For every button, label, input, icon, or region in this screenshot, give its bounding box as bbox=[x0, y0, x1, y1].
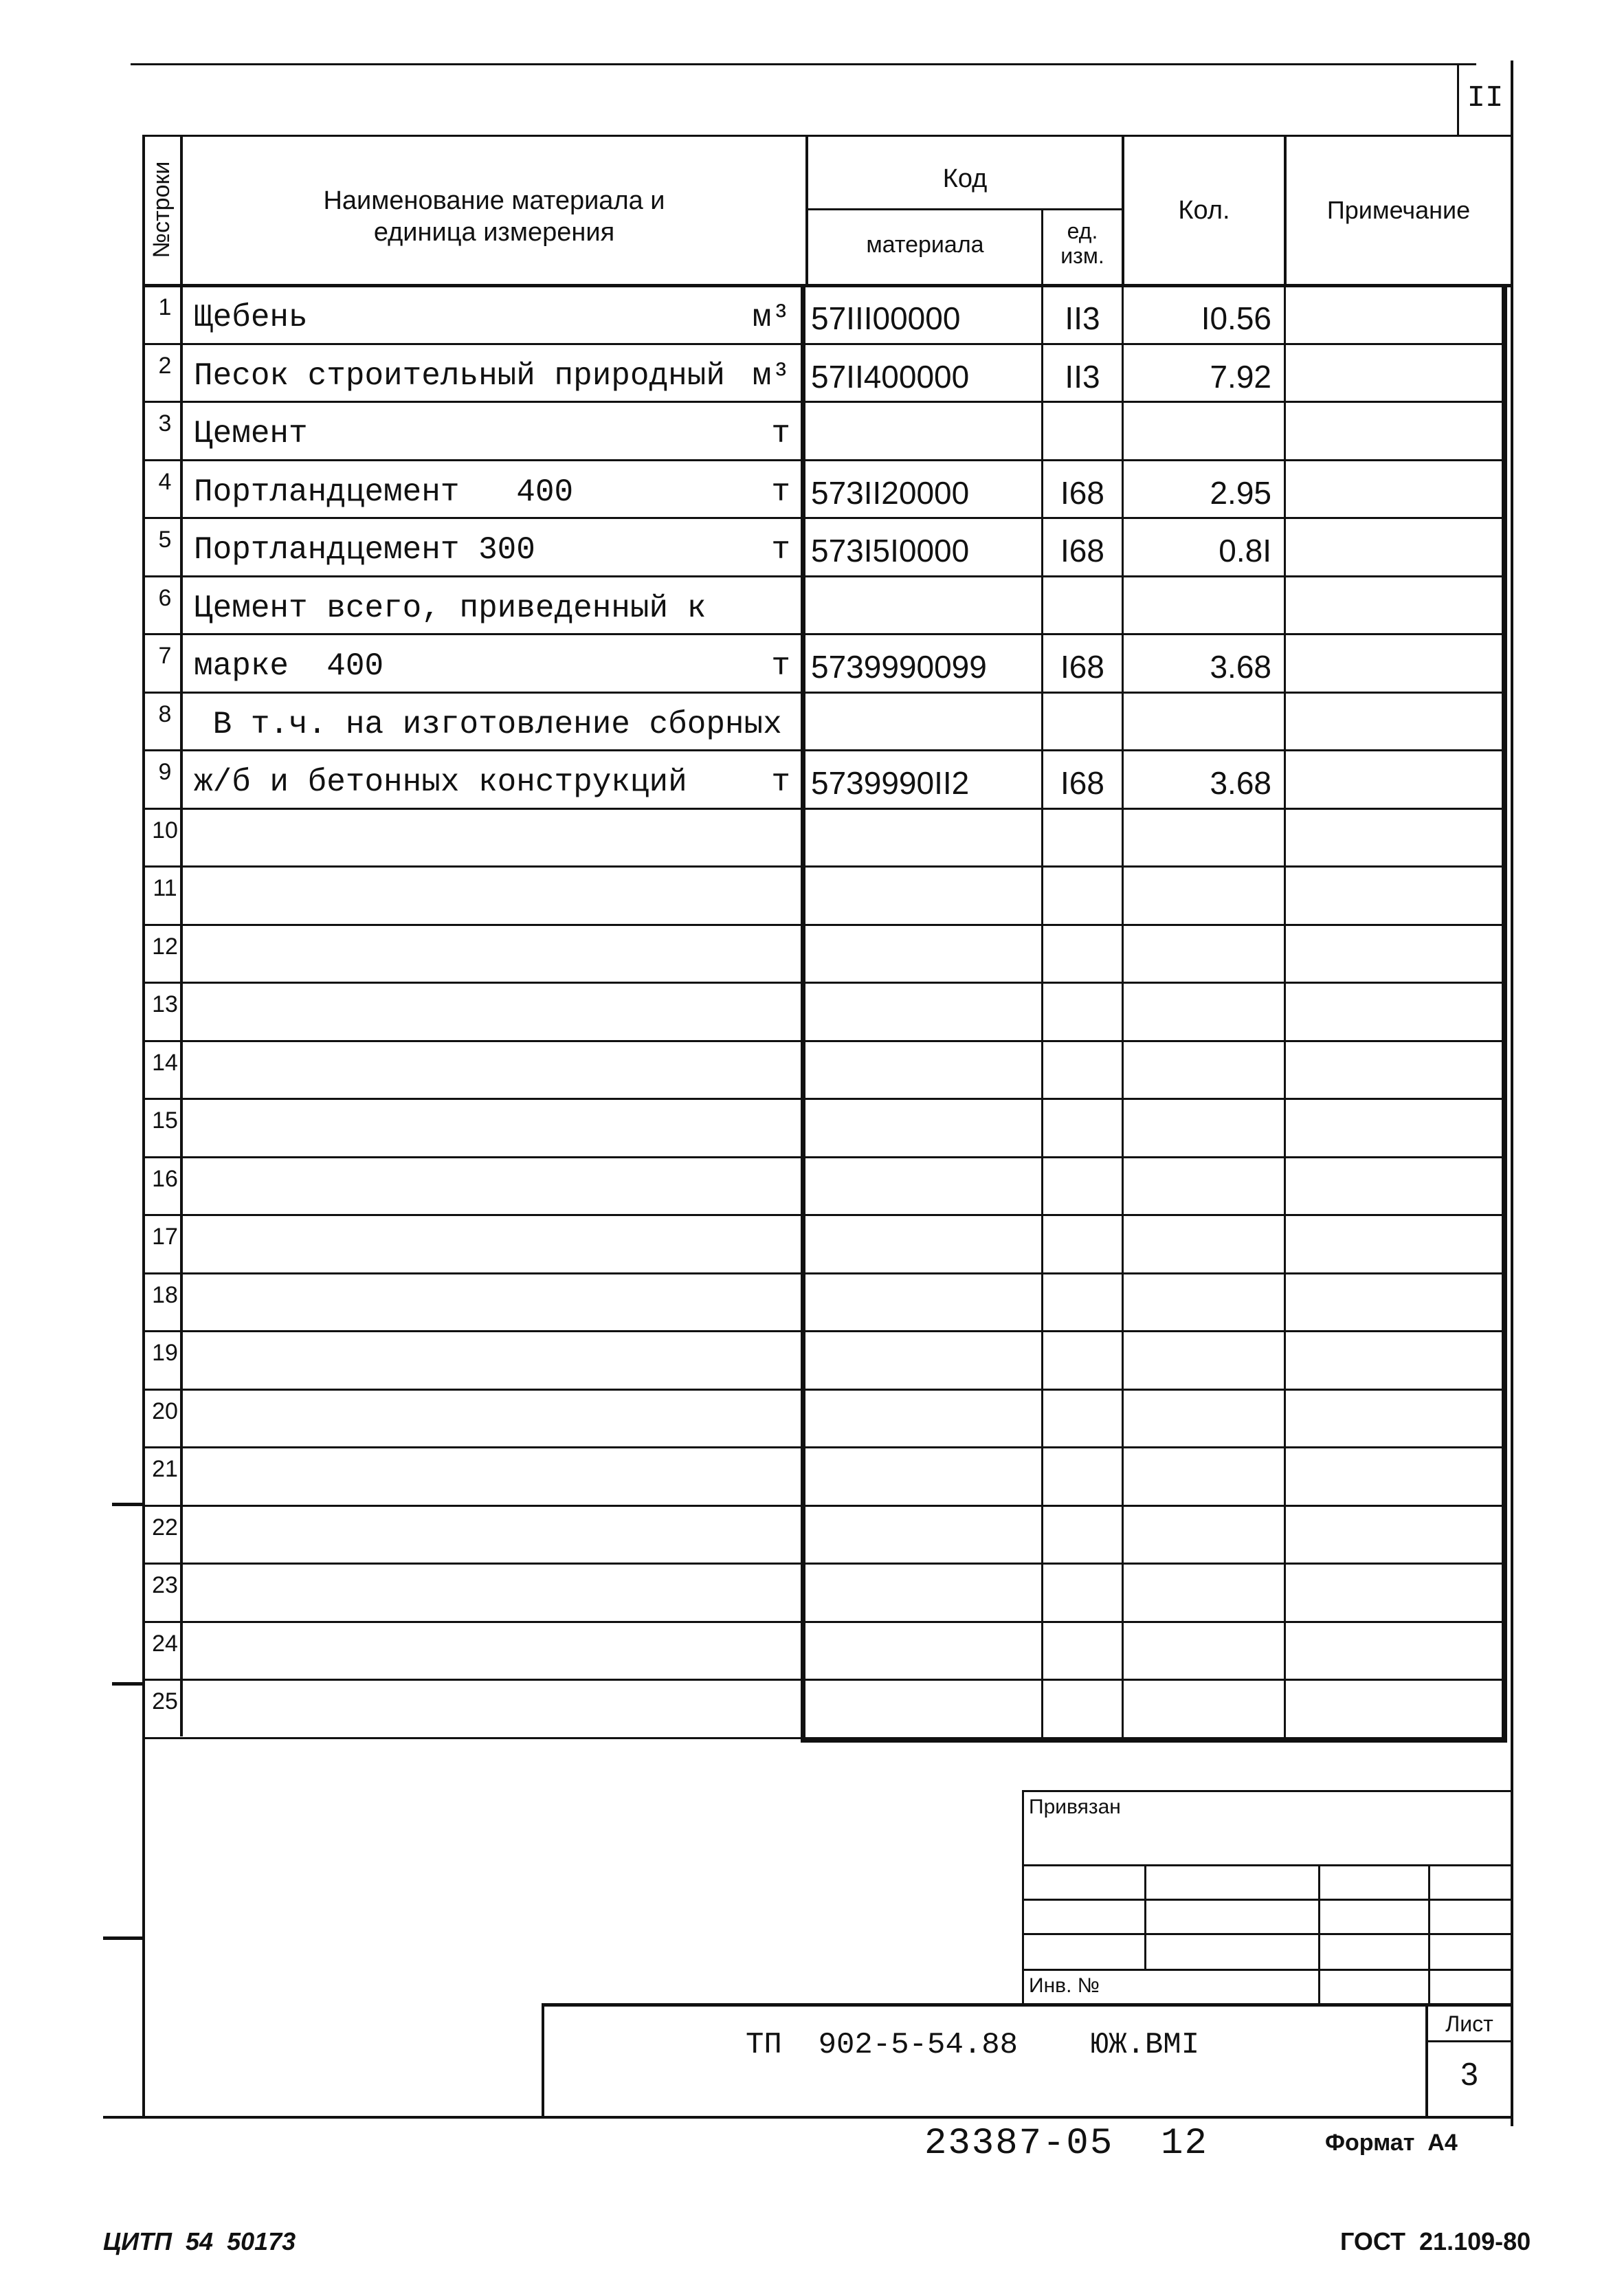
row-divider bbox=[143, 692, 1504, 694]
unit-code: II3 bbox=[1065, 359, 1100, 395]
material-name: Щебень bbox=[194, 300, 308, 335]
row-divider bbox=[143, 1389, 1504, 1391]
row-number: 23 bbox=[152, 1572, 178, 1598]
row-number: 15 bbox=[152, 1107, 178, 1134]
material-code: 57III00000 bbox=[811, 300, 961, 336]
sheet-cell-divider bbox=[1425, 2040, 1512, 2042]
row-number: 3 bbox=[158, 410, 172, 437]
title-block-left bbox=[542, 2003, 544, 2117]
right-border bbox=[1511, 60, 1513, 2126]
header-quantity: Кол. bbox=[1178, 196, 1230, 225]
code-group-divider bbox=[807, 208, 1123, 210]
header-bottom-border bbox=[143, 284, 1512, 287]
bound-row-4 bbox=[1022, 1969, 1511, 1971]
material-name: Портландцемент 400 bbox=[194, 474, 574, 510]
row-divider bbox=[143, 1330, 1504, 1332]
col-line-code bbox=[805, 135, 808, 286]
row-divider bbox=[143, 343, 1504, 345]
row-number: 24 bbox=[152, 1631, 178, 1657]
row-divider bbox=[143, 1679, 1504, 1681]
material-code: 573I5I0000 bbox=[811, 533, 970, 568]
unit-code: I68 bbox=[1060, 475, 1104, 511]
row-divider bbox=[143, 808, 1504, 810]
bound-col-1 bbox=[1144, 1864, 1146, 1969]
margin-tick-3 bbox=[103, 1936, 144, 1940]
bottom-border bbox=[103, 2116, 1513, 2119]
unit-code: I68 bbox=[1060, 765, 1104, 801]
material-name: марке 400 bbox=[194, 648, 384, 684]
row-divider bbox=[143, 459, 1504, 461]
row-number: 8 bbox=[158, 701, 172, 727]
bound-row-1 bbox=[1022, 1864, 1511, 1866]
row-number: 16 bbox=[152, 1166, 178, 1192]
row-number: 5 bbox=[158, 527, 172, 553]
header-name-line2: единица измерения bbox=[373, 218, 615, 247]
row-divider bbox=[143, 1446, 1504, 1448]
row-number: 13 bbox=[152, 991, 178, 1017]
row-divider bbox=[143, 865, 1504, 868]
quantity-value: 7.92 bbox=[1210, 359, 1271, 395]
row-divider bbox=[143, 1040, 1504, 1042]
top-border bbox=[131, 63, 1476, 65]
unit-code: I68 bbox=[1060, 649, 1104, 685]
material-name: Песок строительный природный bbox=[194, 358, 725, 394]
row-number: 12 bbox=[152, 934, 178, 960]
row-divider bbox=[143, 517, 1504, 519]
material-code: 57II400000 bbox=[811, 359, 970, 395]
row-number: 14 bbox=[152, 1050, 178, 1076]
material-name: В т.ч. на изготовление сборных bbox=[194, 707, 782, 742]
format-label: Формат А4 bbox=[1325, 2130, 1458, 2156]
title-block-top bbox=[542, 2003, 1512, 2007]
bound-label: Привязан bbox=[1029, 1796, 1121, 1818]
row-divider bbox=[143, 401, 1504, 403]
quantity-value: I0.56 bbox=[1201, 300, 1271, 336]
sheet-box-left bbox=[1457, 63, 1459, 135]
bound-col-2 bbox=[1318, 1864, 1320, 2005]
header-code-unit-line2: изм. bbox=[1060, 243, 1104, 268]
row-divider bbox=[143, 1621, 1504, 1623]
material-name: Цемент bbox=[194, 416, 308, 452]
inv-label: Инв. № bbox=[1029, 1974, 1100, 1997]
row-number: 10 bbox=[152, 817, 178, 843]
row-number: 19 bbox=[152, 1340, 178, 1366]
header-name-line1: Наименование материала и bbox=[323, 186, 665, 215]
left-border bbox=[142, 135, 145, 2116]
row-number: 2 bbox=[158, 353, 172, 379]
quantity-value: 0.8I bbox=[1219, 533, 1271, 568]
row-number: 4 bbox=[158, 469, 172, 495]
header-note: Примечание bbox=[1326, 196, 1471, 224]
unit-of-measure: т bbox=[771, 532, 790, 568]
row-divider bbox=[143, 1272, 1504, 1274]
material-name: Цемент всего, приведенный к bbox=[194, 590, 707, 626]
unit-code: I68 bbox=[1060, 533, 1104, 568]
left-note: ЦИТП 54 50173 bbox=[103, 2227, 296, 2255]
bound-row-3 bbox=[1022, 1933, 1511, 1935]
row-divider bbox=[143, 633, 1504, 635]
row-number: 22 bbox=[152, 1514, 178, 1541]
row-number: 20 bbox=[152, 1398, 178, 1424]
row-divider bbox=[143, 1156, 1504, 1158]
unit-of-measure: т bbox=[771, 764, 790, 800]
sheet-label: Лист bbox=[1445, 2011, 1493, 2036]
row-divider bbox=[143, 1214, 1504, 1216]
quantity-value: 2.95 bbox=[1210, 475, 1271, 511]
row-divider bbox=[143, 924, 1504, 926]
row-number: 18 bbox=[152, 1282, 178, 1308]
material-name: ж/б и бетонных конструкций bbox=[194, 764, 687, 800]
stamp-area-top bbox=[143, 1737, 803, 1739]
header-row-number: №строки bbox=[148, 161, 175, 258]
bound-box-top bbox=[1022, 1790, 1511, 1792]
row-number: 6 bbox=[158, 585, 172, 611]
col-line-note bbox=[1284, 284, 1286, 1740]
archive-number: 23387-05 12 bbox=[924, 2123, 1208, 2165]
quantity-value: 3.68 bbox=[1210, 765, 1271, 801]
standard-label: ГОСТ 21.109-80 bbox=[1340, 2227, 1531, 2255]
bound-col-3 bbox=[1428, 1864, 1430, 2005]
row-number: 7 bbox=[158, 643, 172, 669]
row-number: 11 bbox=[153, 875, 177, 901]
sheet-value: 3 bbox=[1460, 2056, 1478, 2092]
unit-of-measure: т bbox=[771, 474, 790, 510]
material-code: 5739990II2 bbox=[811, 765, 970, 801]
document-code: ТП 902-5-54.88 ЮЖ.ВМI bbox=[746, 2028, 1200, 2062]
unit-of-measure: т bbox=[771, 648, 790, 684]
row-number: 9 bbox=[158, 759, 172, 785]
header-top-border bbox=[143, 135, 1512, 137]
unit-of-measure: м³ bbox=[752, 358, 790, 394]
body-box-left bbox=[801, 284, 805, 1743]
bound-box-left bbox=[1022, 1790, 1024, 2005]
row-number: 21 bbox=[152, 1456, 178, 1482]
material-code: 573II20000 bbox=[811, 475, 970, 511]
sheet-number: II bbox=[1467, 81, 1504, 115]
row-divider bbox=[143, 982, 1504, 984]
unit-code: II3 bbox=[1065, 300, 1100, 336]
material-name: Портландцемент 300 bbox=[194, 532, 535, 568]
row-divider bbox=[143, 575, 1504, 577]
header-code-group: Код bbox=[942, 164, 988, 193]
margin-tick-1 bbox=[112, 1503, 144, 1506]
row-divider bbox=[143, 1563, 1504, 1565]
bound-row-2 bbox=[1022, 1899, 1511, 1901]
unit-of-measure: т bbox=[771, 416, 790, 452]
row-divider bbox=[143, 749, 1504, 751]
row-number: 1 bbox=[158, 294, 172, 320]
row-number: 25 bbox=[152, 1688, 178, 1714]
row-divider bbox=[143, 1505, 1504, 1507]
margin-tick-2 bbox=[112, 1682, 144, 1686]
unit-of-measure: м³ bbox=[752, 300, 790, 335]
body-box-right bbox=[1502, 284, 1507, 1743]
row-number: 17 bbox=[152, 1224, 178, 1250]
header-code-material: материала bbox=[866, 232, 984, 258]
col-line-qty bbox=[1122, 284, 1124, 1740]
material-code: 5739990099 bbox=[811, 649, 987, 685]
quantity-value: 3.68 bbox=[1210, 649, 1271, 685]
row-divider bbox=[143, 1098, 1504, 1100]
header-code-unit-line1: ед. bbox=[1067, 219, 1098, 243]
